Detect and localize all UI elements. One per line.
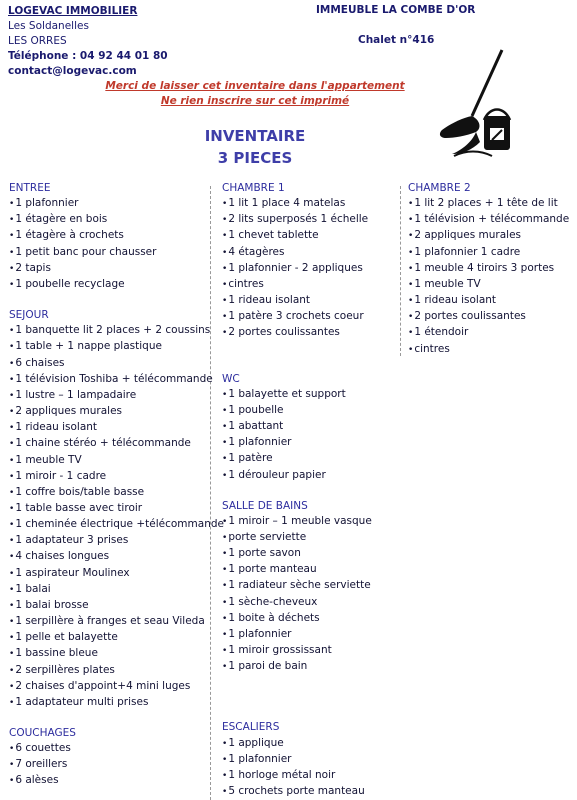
building-name: IMMEUBLE LA COMBE D'OR xyxy=(316,4,476,16)
list-item: • 2 chaises d'appoint+4 mini luges xyxy=(9,679,224,695)
list-item: • 1 meuble TV xyxy=(408,277,569,293)
list-item: • 1 plafonnier 1 cadre xyxy=(408,245,569,261)
list-item: • 1 étagère à crochets xyxy=(9,228,224,244)
list-item: • 1 miroir – 1 meuble vasque xyxy=(222,514,372,530)
list-item: • 1 lit 1 place 4 matelas xyxy=(222,196,372,212)
list-item: • 1 adaptateur 3 prises xyxy=(9,533,224,549)
list-item: • 1 horloge métal noir xyxy=(222,768,372,784)
list-chambre2 xyxy=(408,196,569,358)
list-item: • 1 lustre – 1 lampadaire xyxy=(9,388,224,404)
section-title-chambre1: CHAMBRE 1 xyxy=(222,182,285,194)
section-title-wc: WC xyxy=(222,372,240,385)
section-title-sejour: SEJOUR xyxy=(9,309,49,322)
list-sejour xyxy=(9,323,224,711)
list-item: • 1 rideau isolant xyxy=(408,293,569,309)
list-item: • 1 bassine bleue xyxy=(9,646,224,662)
list-item: • 1 paroi de bain xyxy=(222,659,372,675)
list-item: • 1 télévision + télécommande xyxy=(408,212,569,228)
list-item: • porte serviette xyxy=(222,530,372,546)
list-item: • 1 dérouleur papier xyxy=(222,468,372,484)
agency-line2: LES ORRES xyxy=(8,35,67,47)
list-item: • 1 patère 3 crochets coeur xyxy=(222,309,372,325)
list-item: • 1 chaine stéréo + télécommande xyxy=(9,436,224,452)
list-item: • 1 miroir - 1 cadre xyxy=(9,469,224,485)
list-item: • 6 alèses xyxy=(9,773,224,789)
list-escaliers xyxy=(222,736,372,800)
list-salle-de-bains xyxy=(222,514,372,676)
cleaning-logo-icon xyxy=(432,46,517,166)
list-chambre1 xyxy=(222,196,372,341)
list-item: • 2 tapis xyxy=(9,261,224,277)
list-item: • 1 radiateur sèche serviette xyxy=(222,578,372,594)
list-item: • 2 portes coulissantes xyxy=(222,325,372,341)
list-item: • 1 balayette et support xyxy=(222,387,372,403)
list-item: • 2 portes coulissantes xyxy=(408,309,569,325)
list-item: • 1 plafonnier xyxy=(222,752,372,768)
list-item: • 1 meuble 4 tiroirs 3 portes xyxy=(408,261,569,277)
chalet-number: Chalet n°416 xyxy=(358,34,435,46)
list-item: • 1 serpillère à franges et seau Vileda xyxy=(9,614,224,630)
section-title-escaliers: ESCALIERS xyxy=(222,721,280,734)
agency-name: LOGEVAC IMMOBILIER xyxy=(8,5,138,17)
list-item: • 6 couettes xyxy=(9,741,224,757)
list-item: • 1 pelle et balayette xyxy=(9,630,224,646)
list-item: • 1 boite à déchets xyxy=(222,611,372,627)
list-item: • 1 plafonnier - 2 appliques xyxy=(222,261,372,277)
list-item: • 1 rideau isolant xyxy=(222,293,372,309)
title-line1: INVENTAIRE xyxy=(204,127,306,145)
list-item: • 2 appliques murales xyxy=(9,404,224,420)
column-divider-right xyxy=(400,186,401,356)
list-item: • 1 poubelle recyclage xyxy=(9,277,224,293)
list-item: • 1 étagère en bois xyxy=(9,212,224,228)
list-item: • 1 porte manteau xyxy=(222,562,372,578)
list-wc xyxy=(222,387,372,484)
list-item: • 2 serpillères plates xyxy=(9,663,224,679)
list-item: • 1 meuble TV xyxy=(9,453,224,469)
list-item: • 4 étagères xyxy=(222,245,372,261)
list-item: • 2 lits superposés 1 échelle xyxy=(222,212,372,228)
list-item: • cintres xyxy=(222,277,372,293)
list-item: • 1 miroir grossissant xyxy=(222,643,372,659)
list-item: • 1 petit banc pour chausser xyxy=(9,245,224,261)
list-item: • 1 abattant xyxy=(222,419,372,435)
list-item: • 1 adaptateur multi prises xyxy=(9,695,224,711)
list-entree xyxy=(9,196,224,293)
list-item: • 1 rideau isolant xyxy=(9,420,224,436)
list-item: • 1 patère xyxy=(222,451,372,467)
list-item: • 1 coffre bois/table basse xyxy=(9,485,224,501)
list-couchages xyxy=(9,741,224,789)
column-2 xyxy=(222,181,372,800)
list-item: • 1 poubelle xyxy=(222,403,372,419)
agency-email: contact@logevac.com xyxy=(8,65,137,77)
list-item: • 7 oreillers xyxy=(9,757,224,773)
list-item: • 2 appliques murales xyxy=(408,228,569,244)
list-item: • 1 sèche-cheveux xyxy=(222,595,372,611)
list-item: • 1 applique xyxy=(222,736,372,752)
column-3 xyxy=(408,181,569,358)
section-title-couchages: COUCHAGES xyxy=(9,727,76,739)
notice-line1: Merci de laisser cet inventaire dans l'appartement xyxy=(105,80,405,92)
notice-line2: Ne rien inscrire sur cet imprimé xyxy=(160,95,350,107)
column-1 xyxy=(9,181,224,790)
list-item: • 4 chaises longues xyxy=(9,549,224,565)
section-title-chambre2: CHAMBRE 2 xyxy=(408,182,471,194)
title-line2: 3 PIECES xyxy=(217,149,293,167)
list-item: • 1 table + 1 nappe plastique xyxy=(9,339,224,355)
list-item: • 1 banquette lit 2 places + 2 coussins xyxy=(9,323,224,339)
list-item: • 1 aspirateur Moulinex xyxy=(9,566,224,582)
list-item: • 1 plafonnier xyxy=(9,196,224,212)
agency-line1: Les Soldanelles xyxy=(8,20,89,32)
list-item: • 1 cheminée électrique +télécommande xyxy=(9,517,224,533)
list-item: • 1 lit 2 places + 1 tête de lit xyxy=(408,196,569,212)
list-item: • 1 balai brosse xyxy=(9,598,224,614)
list-item: • 6 chaises xyxy=(9,356,224,372)
list-item: • 5 crochets porte manteau xyxy=(222,784,372,800)
section-title-entree: ENTREE xyxy=(9,182,51,194)
list-item: • 1 porte savon xyxy=(222,546,372,562)
list-item: • 1 télévision Toshiba + télécommande xyxy=(9,372,224,388)
list-item: • 1 chevet tablette xyxy=(222,228,372,244)
list-item: • 1 plafonnier xyxy=(222,627,372,643)
list-item: • 1 table basse avec tiroir xyxy=(9,501,224,517)
agency-block xyxy=(8,4,168,79)
agency-phone: Téléphone : 04 92 44 01 80 xyxy=(8,50,168,62)
list-item: • 1 plafonnier xyxy=(222,435,372,451)
list-item: • 1 étendoir xyxy=(408,325,569,341)
list-item: • cintres xyxy=(408,342,569,358)
list-item: • 1 balai xyxy=(9,582,224,598)
section-title-salle-de-bains: SALLE DE BAINS xyxy=(222,499,308,512)
